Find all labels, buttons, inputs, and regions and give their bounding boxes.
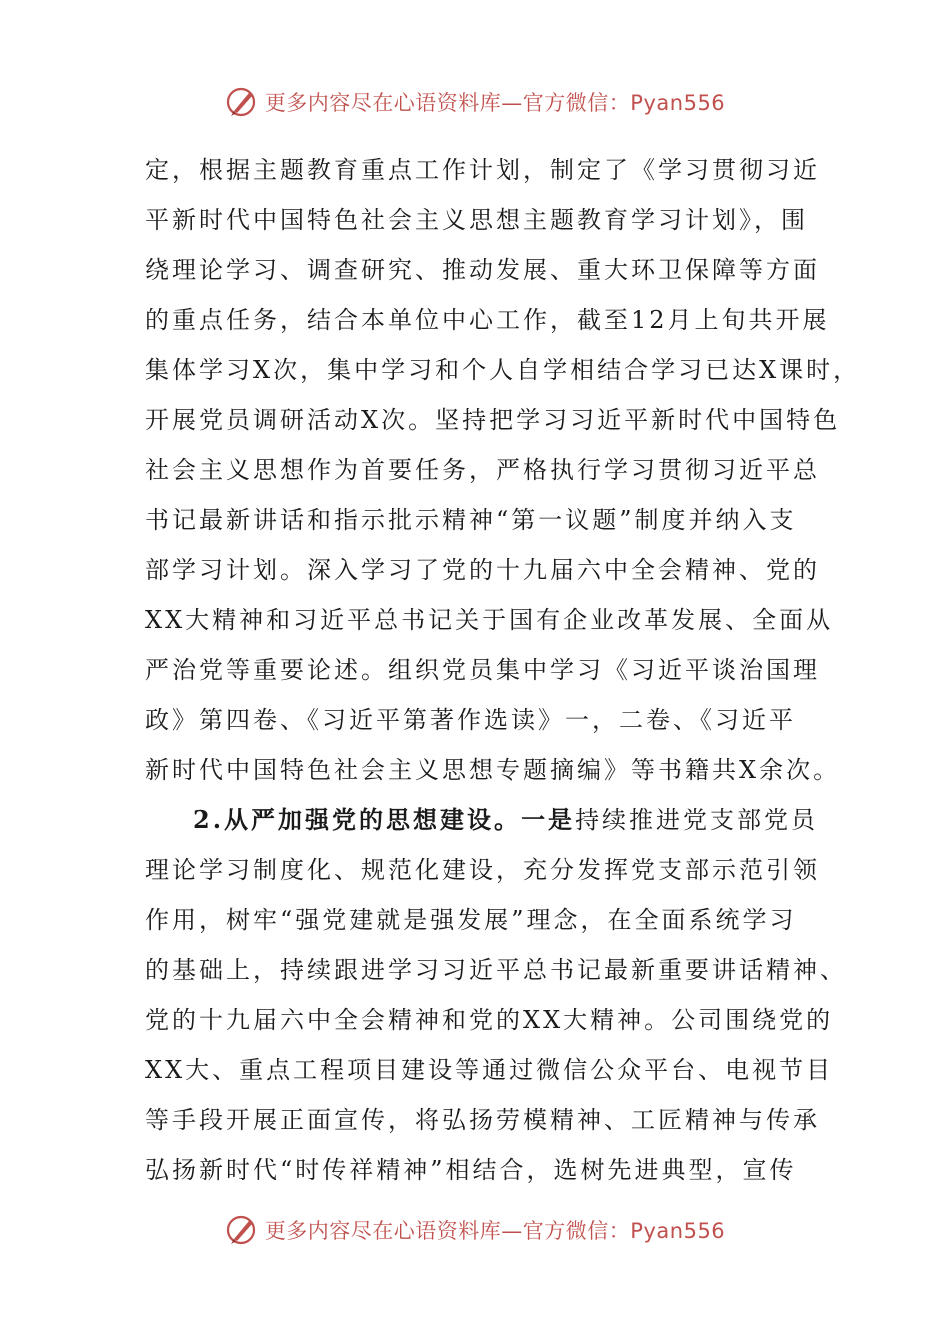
text-line: XX大、重点工程项目建设等通过微信公众平台、电视节目 [145,1056,834,1084]
text-line: 政》第四卷、《习近平第著作选读》一，二卷、《习近平 [145,706,796,734]
text-line: 作用，树牢“强党建就是强发展”理念，在全面系统学习 [145,906,797,934]
text-line: 的基础上，持续跟进学习习近平总书记最新重要讲话精神、 [145,956,847,984]
text-line: 书记最新讲话和指示批示精神“第一议题”制度并纳入支 [145,506,797,534]
text-line: XX大精神和习近平总书记关于国有企业改革发展、全面从 [145,606,834,634]
text-line: 的重点任务，结合本单位中心工作，截至12月上旬共开展 [145,306,830,334]
watermark-text: 更多内容尽在心语资料库—官方微信：Pyan556 [264,91,726,115]
text-line: 党的十九届六中全会精神和党的XX大精神。公司围绕党的 [145,1006,834,1034]
watermark-banner-bottom [0,1208,950,1252]
text-line: 弘扬新时代“时传祥精神”相结合，选树先进典型，宣传 [145,1156,797,1184]
section-heading-line [145,795,825,845]
text-line: 严治党等重要论述。组织党员集中学习《习近平谈治国理 [145,656,820,684]
text-line: 绕理论学习、调查研究、推动发展、重大环卫保障等方面 [145,256,820,284]
quill-logo-icon [225,1213,259,1247]
text-line: 定，根据主题教育重点工作计划，制定了《学习贯彻习近 [145,156,820,184]
text-line: 社会主义思想作为首要任务，严格执行学习贯彻习近平总 [145,456,820,484]
watermark-banner-top [0,80,950,124]
text-line: 理论学习制度化、规范化建设，充分发挥党支部示范引领 [145,856,820,884]
text-line: 新时代中国特色社会主义思想专题摘编》等书籍共X余次。 [145,756,841,784]
text-line: 集体学习X次，集中学习和个人自学相结合学习已达X课时， [145,356,861,384]
text-line: 平新时代中国特色社会主义思想主题教育学习计划》，围 [145,206,808,234]
section-lead: 一是 [521,805,576,834]
section-first-line-text: 持续推进党支部党员 [575,806,819,834]
quill-logo-icon [225,85,259,119]
document-body [145,145,861,1195]
section-heading: 2.从严加强党的思想建设。 [193,805,522,834]
text-line: 等手段开展正面宣传，将弘扬劳模精神、工匠精神与传承 [145,1106,820,1134]
text-line: 部学习计划。深入学习了党的十九届六中全会精神、党的 [145,556,820,584]
watermark-text: 更多内容尽在心语资料库—官方微信：Pyan556 [264,1219,726,1243]
text-line: 开展党员调研活动X次。坚持把学习习近平新时代中国特色 [145,406,841,434]
